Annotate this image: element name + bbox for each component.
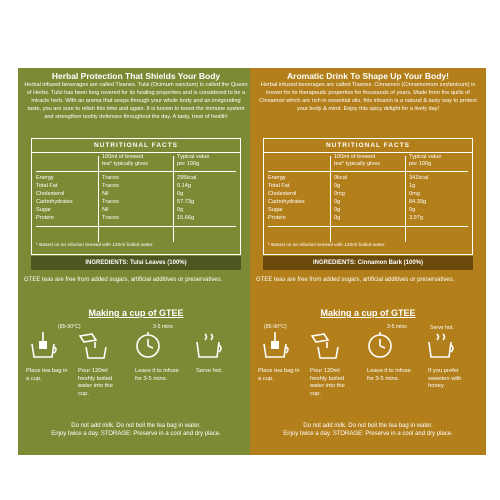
- row-brewed: Traces: [102, 215, 119, 221]
- additives-note: GTEE teas are free from added sugars, artificial additives or preservatives.: [24, 277, 223, 283]
- row-value: 57.73g: [177, 199, 195, 205]
- care-line-1: Do not add milk. Do not boil the tea bag in water.: [71, 423, 201, 429]
- panel-title: Herbal Protection That Shields Your Body: [51, 71, 221, 81]
- cup-icon: [425, 330, 455, 360]
- time-label: 3-5 mins: [153, 324, 173, 330]
- col-header-brewed-2: tea* typically gives: [102, 161, 149, 167]
- row-name: Cholesterol: [268, 191, 297, 197]
- row-brewed: Traces: [102, 199, 119, 205]
- col-header-typical-2: per 100g: [409, 161, 432, 167]
- row-name: Energy: [268, 175, 286, 181]
- row-name: Carbohydrates: [36, 199, 73, 205]
- row-brewed: Traces: [102, 183, 119, 189]
- cup-icon: [193, 330, 223, 360]
- row-value: 1g: [409, 183, 416, 189]
- nutrition-footnote: * Based on an infusion brewed with 120ml boiled water.: [268, 243, 386, 248]
- care-instructions: [250, 423, 486, 439]
- col-header-brewed: 100ml of brewed: [334, 154, 376, 160]
- serve-label: Serve hot.: [430, 325, 454, 331]
- col-header-typical: Typical value: [409, 154, 442, 160]
- panel-intro: Herbal infused beverages are called Tisanes. Cinnamon (Cinnamomum zeylanicum) is known for its therapeutic properties for thousands of years. Made from the quills of Cinnamon which are rich in essential oils, this infusion is a natural & tasty way to protect your body & mind. Enjoy this spicy delight for a lively day!: [259, 82, 477, 112]
- row-name: Protein: [36, 215, 54, 221]
- nutrition-table: [268, 156, 468, 246]
- nutrition-facts-box: [31, 138, 241, 255]
- row-name: Cholesterol: [36, 191, 65, 197]
- row-brewed: Nil: [102, 207, 109, 213]
- panel-intro: Herbal infused beverages are called Tisanes. Tulsi (Ocimum sanctum) is called the Queen of Herbs. Tulsi has been long revered for its healing properties and is considered to be a miracle herb. With an aroma that seeps through your whole body and an invigorating taste, you are sure to relish this time and again. It is known to boost the immune system and strengthen bodily defenses throughout the day. A tasty, treat of health!: [24, 82, 248, 120]
- row-brewed: Traces: [102, 175, 119, 181]
- nutrition-facts-box: [263, 138, 473, 255]
- step-2: Pour 120ml freshly boiled water into the cup.: [310, 368, 345, 397]
- care-line-1: Do not add milk. Do not boil the tea bag in water.: [303, 423, 433, 429]
- row-name: Sugar: [36, 207, 51, 213]
- row-brewed: 0g: [334, 183, 341, 189]
- row-value: 341kcal: [409, 175, 429, 181]
- row-value: 15.66g: [177, 215, 195, 221]
- cup-with-teabag-icon: [28, 330, 58, 360]
- cinnamon-panel: [250, 68, 486, 455]
- row-value: 0g: [177, 191, 184, 197]
- care-line-2: Enjoy twice a day. STORAGE: Preserve in a cool and dry place.: [51, 430, 221, 437]
- kettle-pour-icon: [310, 330, 340, 360]
- nutrition-facts-title: NUTRITIONAL FACTS: [264, 139, 472, 153]
- timer-icon: [365, 330, 395, 360]
- row-brewed: 0g: [334, 199, 341, 205]
- time-label: 3-5 mins: [387, 324, 407, 330]
- nutrition-table: [36, 156, 236, 246]
- row-brewed: 0g: [334, 215, 341, 221]
- step-3: Leave it to infuse for 3-5 mins.: [135, 368, 179, 382]
- nutrition-footnote: * Based on an infusion brewed with 120ml boiled water.: [36, 243, 154, 248]
- row-name: Carbohydrates: [268, 199, 305, 205]
- tulsi-panel: [18, 68, 254, 455]
- temperature-label: (85-90°C): [264, 324, 287, 330]
- row-value: 84.39g: [409, 199, 427, 205]
- kettle-pour-icon: [78, 330, 108, 360]
- care-line-2: Enjoy twice a day. STORAGE: Preserve in a cool and dry place.: [283, 430, 453, 437]
- nutrition-facts-title: NUTRITIONAL FACTS: [32, 139, 240, 153]
- row-value: 295kcal: [177, 175, 197, 181]
- timer-icon: [133, 330, 163, 360]
- row-name: Sugar: [268, 207, 283, 213]
- care-instructions: [18, 423, 254, 439]
- temperature-label: (85-90°C): [58, 324, 81, 330]
- step-4: If you prefer sweeten with honey.: [428, 368, 462, 390]
- col-header-brewed-2: tea* typically gives: [334, 161, 381, 167]
- row-value: 0mg: [409, 191, 420, 197]
- row-brewed: 0g: [334, 207, 341, 213]
- panel-title: Aromatic Drink To Shape Up Your Body!: [287, 71, 449, 81]
- step-3: Leave it to infuse for 3-5 mins.: [367, 368, 411, 382]
- step-1: Place tea bag in a cup.: [258, 368, 300, 382]
- row-value: 3.97g: [409, 215, 423, 221]
- col-header-typical-2: per 100g: [177, 161, 200, 167]
- row-value: 0.14g: [177, 183, 191, 189]
- step-4: Serve hot.: [196, 368, 223, 374]
- row-name: Total Fat: [268, 183, 290, 189]
- row-brewed: Nil: [102, 191, 109, 197]
- making-title: Making a cup of GTEE: [320, 308, 416, 318]
- step-2: Pour 120ml freshly boiled water into the cup.: [78, 368, 113, 397]
- ingredients-bar: INGREDIENTS: Cinnamon Bark (100%): [263, 256, 473, 270]
- row-name: Energy: [36, 175, 54, 181]
- col-header-typical: Typical value: [177, 154, 210, 160]
- making-title: Making a cup of GTEE: [88, 308, 184, 318]
- col-header-brewed: 100ml of brewed: [102, 154, 144, 160]
- additives-note: GTEE teas are free from added sugars, artificial additives or preservatives.: [256, 277, 455, 283]
- row-name: Protein: [268, 215, 286, 221]
- row-brewed: 0mg: [334, 191, 345, 197]
- cup-with-teabag-icon: [260, 330, 290, 360]
- ingredients-bar: INGREDIENTS: Tulsi Leaves (100%): [31, 256, 241, 270]
- row-brewed: 0kcal: [334, 175, 348, 181]
- step-1: Place tea bag in a cup.: [26, 368, 68, 382]
- row-value: 0g: [409, 207, 416, 213]
- row-name: Total Fat: [36, 183, 58, 189]
- row-value: 0g: [177, 207, 184, 213]
